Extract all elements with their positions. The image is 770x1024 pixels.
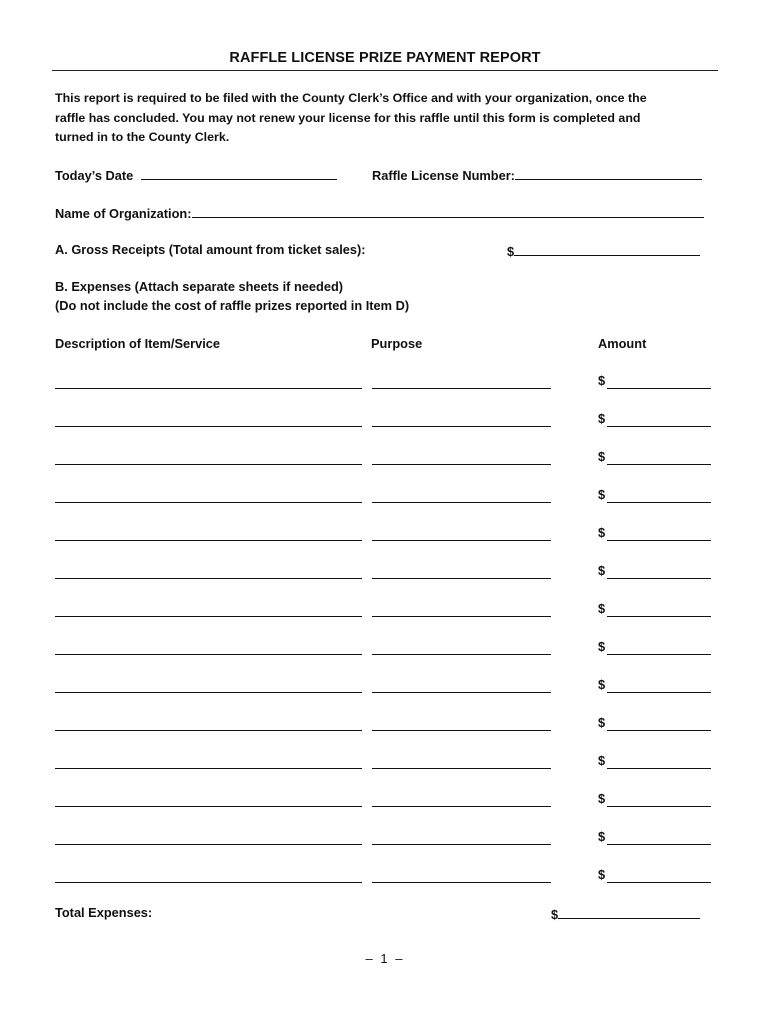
expense-purpose-field[interactable]: [372, 463, 551, 465]
expense-currency: $: [598, 639, 606, 654]
expense-description-field[interactable]: [55, 501, 362, 503]
expense-purpose-field[interactable]: [372, 767, 551, 769]
expense-currency: $: [598, 373, 606, 388]
expense-description-field[interactable]: [55, 539, 362, 541]
expense-currency: $: [598, 715, 606, 730]
expense-currency: $: [598, 601, 606, 616]
expense-purpose-field[interactable]: [372, 653, 551, 655]
column-header-amount: Amount: [598, 336, 647, 351]
column-header-purpose: Purpose: [371, 336, 423, 351]
expense-description-field[interactable]: [55, 767, 362, 769]
gross-receipts-field[interactable]: [514, 242, 700, 256]
expense-description-field[interactable]: [55, 615, 362, 617]
expense-purpose-field[interactable]: [372, 805, 551, 807]
expense-purpose-field[interactable]: [372, 615, 551, 617]
expense-currency: $: [598, 487, 606, 502]
gross-receipts-currency: $: [507, 244, 515, 259]
gross-receipts-row: [507, 242, 700, 259]
total-expenses-row: [551, 905, 700, 922]
expense-purpose-field[interactable]: [372, 729, 551, 731]
expense-description-field[interactable]: [55, 653, 362, 655]
todays-date-label: Today’s Date: [55, 168, 134, 183]
expense-amount-field[interactable]: [607, 691, 711, 693]
intro-line: raffle has concluded. You may not renew your license for this raffle until this form is completed and: [55, 110, 641, 125]
total-expenses-label: Total Expenses:: [55, 905, 153, 920]
expense-currency: $: [598, 791, 606, 806]
expenses-heading: B. Expenses (Attach separate sheets if needed): [55, 279, 344, 294]
expense-description-field[interactable]: [55, 691, 362, 693]
expense-purpose-field[interactable]: [372, 501, 551, 503]
expense-currency: $: [598, 525, 606, 540]
expense-purpose-field[interactable]: [372, 539, 551, 541]
expense-currency: $: [598, 563, 606, 578]
expense-purpose-field[interactable]: [372, 843, 551, 845]
expense-description-field[interactable]: [55, 843, 362, 845]
expense-description-field[interactable]: [55, 805, 362, 807]
expense-currency: $: [598, 867, 606, 882]
expense-amount-field[interactable]: [607, 615, 711, 617]
expense-currency: $: [598, 449, 606, 464]
license-number-row: [372, 166, 702, 183]
todays-date-row: [55, 166, 337, 183]
expense-currency: $: [598, 677, 606, 692]
expense-amount-field[interactable]: [607, 805, 711, 807]
expense-amount-field[interactable]: [607, 501, 711, 503]
expense-amount-field[interactable]: [607, 425, 711, 427]
expense-amount-field[interactable]: [607, 577, 711, 579]
expense-amount-field[interactable]: [607, 463, 711, 465]
expense-purpose-field[interactable]: [372, 425, 551, 427]
total-expenses-field[interactable]: [558, 905, 700, 919]
expense-currency: $: [598, 411, 606, 426]
expense-purpose-field[interactable]: [372, 577, 551, 579]
intro-line: This report is required to be filed with the County Clerk’s Office and with your organization, once the: [55, 91, 647, 105]
total-expenses-currency: $: [551, 907, 559, 922]
todays-date-field[interactable]: [141, 166, 337, 180]
expense-purpose-field[interactable]: [372, 387, 551, 389]
form-title: RAFFLE LICENSE PRIZE PAYMENT REPORT: [229, 50, 541, 66]
expense-currency: $: [598, 753, 606, 768]
expense-description-field[interactable]: [55, 387, 362, 389]
expense-amount-field[interactable]: [607, 881, 711, 883]
expense-purpose-field[interactable]: [372, 691, 551, 693]
expense-description-field[interactable]: [55, 425, 362, 427]
page-number: – 1 –: [365, 951, 405, 966]
license-number-label: Raffle License Number:: [372, 168, 515, 183]
org-name-label: Name of Organization:: [55, 206, 192, 221]
expense-description-field[interactable]: [55, 577, 362, 579]
title-divider: [52, 70, 718, 71]
gross-receipts-label: A. Gross Receipts (Total amount from ticket sales):: [55, 242, 366, 257]
intro-line: turned in to the County Clerk.: [55, 130, 230, 144]
expense-currency: $: [598, 829, 606, 844]
column-header-description: Description of Item/Service: [55, 336, 220, 351]
expense-amount-field[interactable]: [607, 653, 711, 655]
expense-description-field[interactable]: [55, 881, 362, 883]
expense-description-field[interactable]: [55, 463, 362, 465]
expense-amount-field[interactable]: [607, 767, 711, 769]
org-name-field[interactable]: [192, 204, 704, 218]
expenses-note: (Do not include the cost of raffle prizes reported in Item D): [55, 298, 410, 313]
expense-amount-field[interactable]: [607, 387, 711, 389]
expense-amount-field[interactable]: [607, 729, 711, 731]
org-name-row: [55, 204, 704, 221]
intro-paragraph: [55, 89, 705, 148]
expense-purpose-field[interactable]: [372, 881, 551, 883]
expense-description-field[interactable]: [55, 729, 362, 731]
license-number-field[interactable]: [515, 166, 702, 180]
expense-amount-field[interactable]: [607, 843, 711, 845]
expense-amount-field[interactable]: [607, 539, 711, 541]
